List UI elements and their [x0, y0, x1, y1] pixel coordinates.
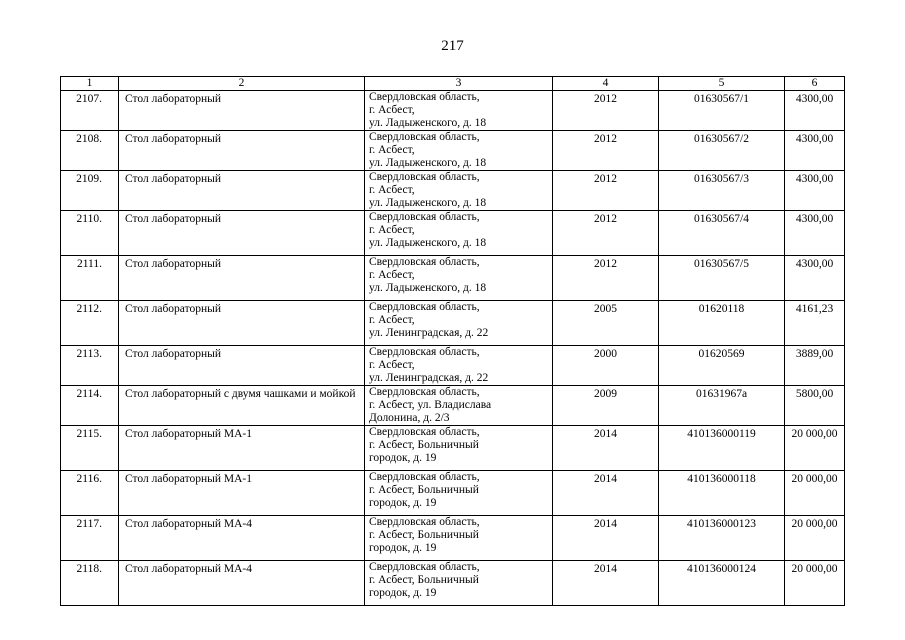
table-row [61, 471, 845, 516]
row-number-cell: 2117. [61, 516, 119, 561]
address-line: городок, д. 19 [369, 452, 437, 464]
table-row [61, 386, 845, 426]
address-line: г. Асбест, [369, 144, 415, 156]
table-row [61, 301, 845, 346]
cost-cell: 5800,00 [785, 386, 845, 426]
table-row [61, 561, 845, 606]
row-number-cell: 2113. [61, 346, 119, 386]
inventory-number-cell: 410136000123 [659, 516, 785, 561]
table-row [61, 211, 845, 256]
address-line: г. Асбест, [369, 184, 415, 196]
item-name-cell: Стол лабораторный [119, 256, 365, 301]
address-cell [365, 91, 553, 131]
address-line: Свердловская область, [369, 131, 480, 143]
table-body [61, 91, 845, 606]
address-line: Свердловская область, [369, 516, 480, 528]
row-number-cell: 2118. [61, 561, 119, 606]
inventory-number-cell: 01630567/5 [659, 256, 785, 301]
address-line: Свердловская область, [369, 256, 480, 268]
address-line: г. Асбест, Больничный [369, 484, 479, 496]
table-row [61, 346, 845, 386]
address-cell [365, 471, 553, 516]
item-name-cell: Стол лабораторный [119, 91, 365, 131]
address-line: Свердловская область, [369, 386, 480, 398]
row-number-cell: 2107. [61, 91, 119, 131]
item-name-cell: Стол лабораторный МА-1 [119, 471, 365, 516]
year-cell: 2014 [553, 561, 659, 606]
item-name-cell: Стол лабораторный [119, 131, 365, 171]
inventory-number-cell: 01631967а [659, 386, 785, 426]
table-row [61, 91, 845, 131]
row-number-cell: 2109. [61, 171, 119, 211]
property-register-table [60, 76, 845, 606]
item-name-cell: Стол лабораторный МА-4 [119, 561, 365, 606]
inventory-number-cell: 01630567/1 [659, 91, 785, 131]
address-line: Свердловская область, [369, 171, 480, 183]
year-cell: 2012 [553, 211, 659, 256]
item-name-cell: Стол лабораторный МА-1 [119, 426, 365, 471]
column-header-6: 6 [785, 77, 845, 91]
address-line: городок, д. 19 [369, 542, 437, 554]
cost-cell: 3889,00 [785, 346, 845, 386]
year-cell: 2012 [553, 171, 659, 211]
address-line: Свердловская область, [369, 346, 480, 358]
year-cell: 2012 [553, 91, 659, 131]
address-line: г. Асбест, [369, 224, 415, 236]
column-header-4: 4 [553, 77, 659, 91]
inventory-number-cell: 01630567/3 [659, 171, 785, 211]
row-number-cell: 2115. [61, 426, 119, 471]
column-header-5: 5 [659, 77, 785, 91]
table-row [61, 256, 845, 301]
inventory-number-cell: 01630567/4 [659, 211, 785, 256]
address-line: ул. Ладыженского, д. 18 [369, 157, 487, 169]
year-cell: 2014 [553, 516, 659, 561]
address-line: Свердловская область, [369, 561, 480, 573]
cost-cell: 4161,23 [785, 301, 845, 346]
table-row [61, 131, 845, 171]
year-cell: 2012 [553, 131, 659, 171]
address-line: г. Асбест, ул. Владислава [369, 399, 492, 411]
cost-cell: 20 000,00 [785, 426, 845, 471]
column-header-3: 3 [365, 77, 553, 91]
column-number-row [61, 77, 845, 91]
address-cell [365, 171, 553, 211]
row-number-cell: 2111. [61, 256, 119, 301]
address-cell [365, 426, 553, 471]
item-name-cell: Стол лабораторный [119, 211, 365, 256]
address-line: Долонина, д. 2/3 [369, 412, 450, 424]
address-line: Свердловская область, [369, 91, 480, 103]
item-name-cell: Стол лабораторный [119, 346, 365, 386]
address-line: ул. Ладыженского, д. 18 [369, 237, 487, 249]
inventory-number-cell: 410136000124 [659, 561, 785, 606]
year-cell: 2014 [553, 471, 659, 516]
address-line: г. Асбест, Больничный [369, 574, 479, 586]
address-line: г. Асбест, [369, 314, 415, 326]
address-cell [365, 346, 553, 386]
cost-cell: 4300,00 [785, 171, 845, 211]
inventory-number-cell: 01630567/2 [659, 131, 785, 171]
address-cell [365, 211, 553, 256]
row-number-cell: 2114. [61, 386, 119, 426]
address-line: г. Асбест, [369, 104, 415, 116]
item-name-cell: Стол лабораторный [119, 301, 365, 346]
cost-cell: 4300,00 [785, 211, 845, 256]
item-name-cell: Стол лабораторный МА-4 [119, 516, 365, 561]
year-cell: 2009 [553, 386, 659, 426]
item-name-cell: Стол лабораторный [119, 171, 365, 211]
item-name-cell: Стол лабораторный с двумя чашками и мойкой [119, 386, 365, 426]
address-line: ул. Ленинградская, д. 22 [369, 327, 489, 339]
inventory-number-cell: 410136000118 [659, 471, 785, 516]
address-line: ул. Ладыженского, д. 18 [369, 197, 487, 209]
address-cell [365, 386, 553, 426]
table-header [61, 77, 845, 91]
cost-cell: 20 000,00 [785, 471, 845, 516]
year-cell: 2014 [553, 426, 659, 471]
address-line: ул. Ладыженского, д. 18 [369, 282, 487, 294]
address-line: ул. Ладыженского, д. 18 [369, 117, 487, 129]
cost-cell: 4300,00 [785, 91, 845, 131]
table-row [61, 516, 845, 561]
year-cell: 2012 [553, 256, 659, 301]
page-number: 217 [441, 38, 464, 54]
address-line: Свердловская область, [369, 211, 480, 223]
address-line: г. Асбест, [369, 359, 415, 371]
row-number-cell: 2112. [61, 301, 119, 346]
cost-cell: 20 000,00 [785, 561, 845, 606]
cost-cell: 4300,00 [785, 256, 845, 301]
address-line: г. Асбест, Больничный [369, 529, 479, 541]
inventory-number-cell: 410136000119 [659, 426, 785, 471]
address-line: городок, д. 19 [369, 587, 437, 599]
column-header-2: 2 [119, 77, 365, 91]
address-line: городок, д. 19 [369, 497, 437, 509]
address-cell [365, 131, 553, 171]
address-cell [365, 256, 553, 301]
address-cell [365, 516, 553, 561]
inventory-number-cell: 01620569 [659, 346, 785, 386]
cost-cell: 4300,00 [785, 131, 845, 171]
cost-cell: 20 000,00 [785, 516, 845, 561]
inventory-number-cell: 01620118 [659, 301, 785, 346]
address-line: Свердловская область, [369, 471, 480, 483]
table-row [61, 171, 845, 211]
row-number-cell: 2116. [61, 471, 119, 516]
address-line: г. Асбест, [369, 269, 415, 281]
address-line: Свердловская область, [369, 301, 480, 313]
year-cell: 2000 [553, 346, 659, 386]
table-row [61, 426, 845, 471]
address-line: Свердловская область, [369, 426, 480, 438]
column-header-1: 1 [61, 77, 119, 91]
year-cell: 2005 [553, 301, 659, 346]
address-line: г. Асбест, Больничный [369, 439, 479, 451]
row-number-cell: 2108. [61, 131, 119, 171]
row-number-cell: 2110. [61, 211, 119, 256]
address-line: ул. Ленинградская, д. 22 [369, 372, 489, 384]
address-cell [365, 301, 553, 346]
address-cell [365, 561, 553, 606]
